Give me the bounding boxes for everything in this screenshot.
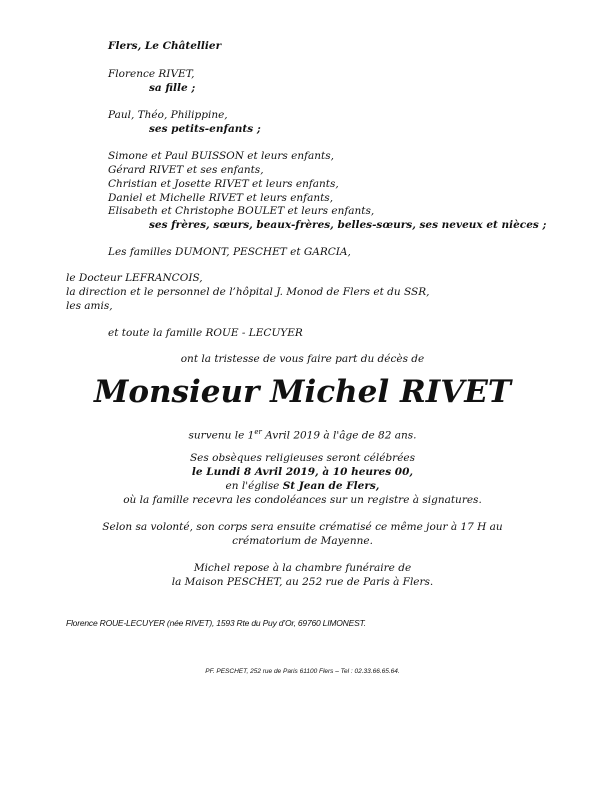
address-line: Florence ROUE-LECUYER (née RIVET), 1593 Rte du Puy d’Or, 69760 LIMONEST. [66, 618, 366, 628]
sibling-line: Simone et Paul BUISSON et leurs enfants, [108, 150, 334, 162]
church-prefix: en l'église [225, 480, 283, 492]
death-line [0, 426, 605, 443]
sibling-line: Gérard RIVET et ses enfants, [108, 164, 264, 176]
daughter-role: sa fille ; [149, 82, 196, 94]
hospital-line: les amis, [66, 300, 113, 312]
footer-line: PF. PESCHET, 252 rue de Paris 61100 Flers – Tel : 02.33.66.65.64. [205, 668, 400, 675]
place-line: Flers, Le Châtellier [108, 40, 222, 52]
grandchildren-role: ses petits-enfants ; [149, 123, 261, 135]
death-sup: er [254, 428, 262, 436]
sibling-line: Daniel et Michelle RIVET et leurs enfants, [108, 192, 334, 204]
rest-line-2: la Maison PESCHET, au 252 rue de Paris à Flers. [171, 576, 434, 588]
daughter-name: Florence RIVET, [108, 68, 195, 80]
siblings-role: ses frères, sœurs, beaux-frères, belles-sœurs, ses neveux et nièces ; [149, 219, 547, 231]
deceased-name: Monsieur Michel RIVET [94, 374, 511, 410]
funeral-date: le Lundi 8 Avril 2019, à 10 heures 00, [191, 466, 414, 478]
hospital-line: la direction et le personnel de l’hôpital J. Monod de Flers et du SSR, [66, 286, 430, 298]
family-line: et toute la famille ROUE - LECUYER [108, 327, 303, 339]
death-after: Avril 2019 à l'âge de 82 ans. [261, 429, 417, 442]
cremation-line-1: Selon sa volonté, son corps sera ensuite crématisé ce même jour à 17 H au [102, 521, 503, 533]
death-before: survenu le 1 [188, 429, 255, 442]
funeral-church-line [0, 480, 605, 493]
funeral-line-4: où la famille recevra les condoléances sur un registre à signatures. [123, 494, 482, 506]
cremation-line-2: crématorium de Mayenne. [232, 535, 373, 547]
sibling-line: Christian et Josette RIVET et leurs enfants, [108, 178, 339, 190]
church-name: St Jean de Flers, [282, 480, 380, 492]
hospital-line: le Docteur LEFRANCOIS, [66, 272, 203, 284]
sibling-line: Elisabeth et Christophe BOULET et leurs enfants, [108, 205, 375, 217]
announce-line: ont la tristesse de vous faire part du décès de [180, 353, 425, 365]
funeral-line-1: Ses obsèques religieuses seront célébrées [189, 452, 416, 464]
families-line: Les familles DUMONT, PESCHET et GARCIA, [108, 246, 351, 258]
rest-line-1: Michel repose à la chambre funéraire de [193, 562, 412, 574]
grandchildren-names: Paul, Théo, Philippine, [108, 109, 228, 121]
